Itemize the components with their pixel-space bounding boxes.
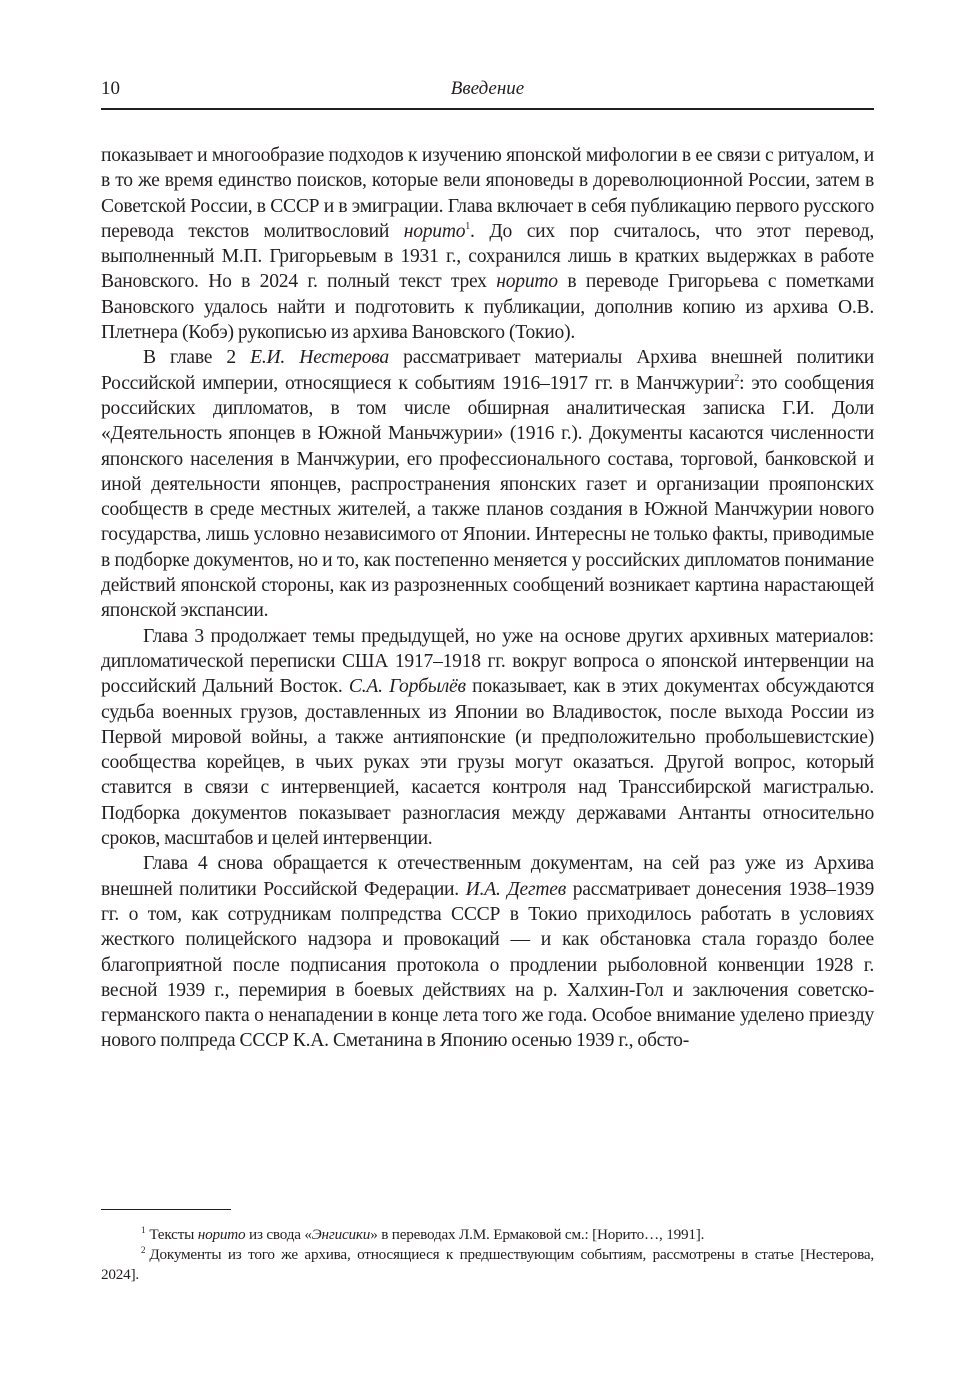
footnote-ref-2[interactable]: 2 xyxy=(734,372,740,384)
paragraph-2: В главе 2 Е.И. Нестерова рассматривает материалы Архива внешней политики Российской империи, относящиеся к событиям 1916–1917 гг. в Манчжурии$^2$: это сообщения российских дипломатов, в том числе обширная аналитическая записка Г.И. Доли «Деятельность японцев в Южной Маньчжурии» (1916 г.). Документы касаются численности японского населения в Манчжурии, его профессионального состава, торговой, банковской и иной деятельности японцев, распространения японских газет и организации прояпонских сообществ в среде местных жителей, а также планов создания в Южной Манчжурии нового государства, лишь условно независимого от Японии. Интересны не только факты, приводимые в подборке документов, но и то, как постепенно меняется у российских дипломатов понимание действий японской стороны, как из разрозненных сообщений возникает картина нарастающей японской экспансии. xyxy=(101,347,875,622)
author-name: С.А. Горбылёв xyxy=(348,676,466,698)
paragraph-1: показывает и многообразие подходов к изучению японской мифологии в ее связи с ритуалом, и в то же время единство поисков, которые вели японоведы в дореволюционной России, затем в Советской России, в СССР и в эмиграции. Глава включает в себя публикацию первого русского перевода текстов молитвословий норито$^1$. До сих пор считалось, что этот перевод, выполненный М.П. Григорьевым в 1931 г., сохранился лишь в кратких выдержках в работе Вановского. Но в 2024 г. полный текст трех норито в переводе Григорьева с пометками Вановского удалось найти и подготовить к публикации, дополнив копию из архива О.В. Плетнера (Кобэ) рукописью из архива Вановского (Токио). xyxy=(101,145,874,344)
footnote-ref-1[interactable]: 1 xyxy=(465,220,471,232)
footnote-separator xyxy=(101,1209,231,1210)
footnote-number: 1 xyxy=(141,1225,146,1235)
body-text xyxy=(101,143,874,1054)
author-name: И.А. Дегтев xyxy=(465,878,566,900)
header-rule xyxy=(101,108,874,110)
term-norito: норито xyxy=(496,271,558,293)
running-title: Введение xyxy=(450,78,525,99)
paragraph-3: Глава 3 продолжает темы предыдущей, но уже на основе других архивных материалов: дипломатической переписки США 1917–1918 гг. вокруг вопроса о японской интервенции на российский Дальний Восток. С.А. Горбылёв показывает, как в этих документах обсуждаются судьба военных грузов, доставленных из Японии во Владивосток, после выхода России из Первой мировой войны, а также антияпонские (и предположительно пробольшевистские) сообщества корейцев, в чьих руках эти грузы могут оказаться. Другой вопрос, который ставится в связи с интервенцией, касается контроля над Транссибирской магистралью. Подборка документов показывает разногласия между державами Антанты относительно сроков, масштабов и целей интервенции. xyxy=(101,625,874,850)
author-name: Е.И. Нестерова xyxy=(250,347,389,369)
footnote-number: 2 xyxy=(141,1245,146,1255)
page-header xyxy=(101,78,874,102)
footnote-2: $^2$ Документы из того же архива, относящиеся к предшествующим событиям, рассмотрены в статье [Нестерова, 2024]. xyxy=(101,1245,874,1283)
footnotes xyxy=(101,1225,874,1285)
paragraph-4: Глава 4 снова обращается к отечественным документам, на сей раз уже из Архива внешней политики Российской Федерации. И.А. Дегтев рассматривает донесения 1938–1939 гг. о том, как сотрудникам полпредства СССР в Токио приходилось работать в условиях жесткого полицейского надзора и провокаций — и как обстановка стала гораздо более благоприятной после подписания протокола о продлении рыболовной конвенции 1928 г. весной 1939 г., перемирия в боевых действиях на р. Халхин-Гол и заключения советско-германского пакта о ненападении в конце лета того же года. Особое внимание уделено приезду нового полпреда СССР К.А. Сметанина в Японию осенью 1939 г., обсто- xyxy=(101,853,875,1052)
page-number: 10 xyxy=(101,78,120,99)
footnote-1: $^1$ Тексты норито из свода «Энгисики» в переводах Л.М. Ермаковой см.: [Норито…, 1991]. xyxy=(141,1225,705,1243)
term-norito: норито xyxy=(403,220,466,242)
